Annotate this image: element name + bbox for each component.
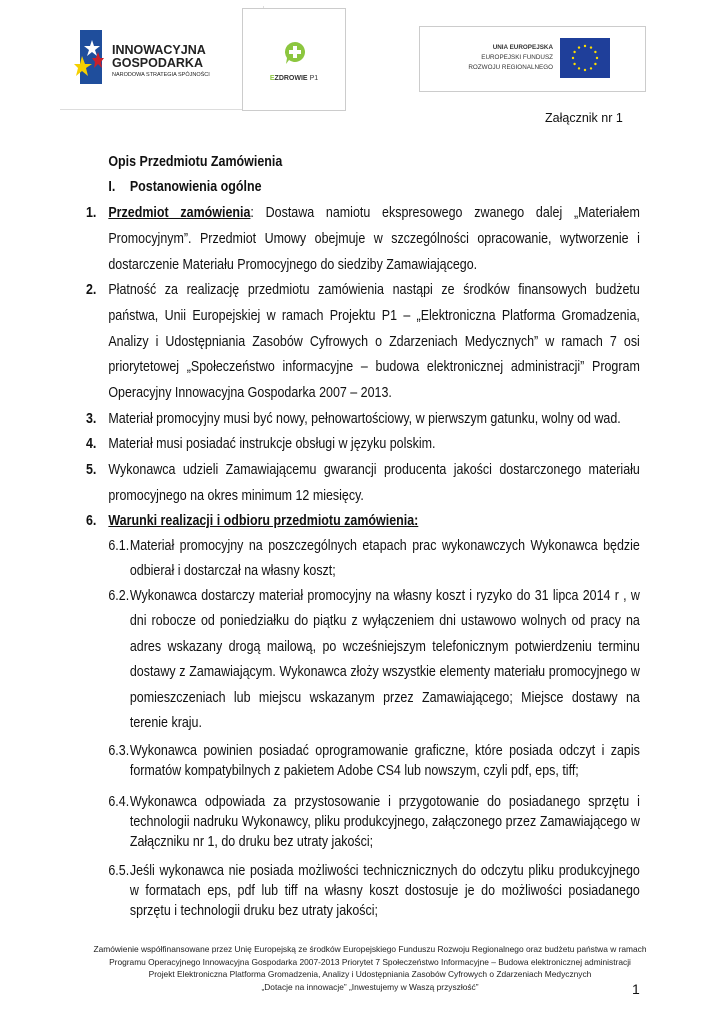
eu-flag-icon: [560, 38, 610, 78]
list-item: [86, 407, 640, 432]
logo2-suffix: P1: [309, 75, 319, 82]
item-number: 6.: [86, 512, 97, 529]
subitem-number: 6.3.: [108, 743, 130, 760]
footer: [80, 943, 660, 997]
subitem-text: Materiał promocyjny na poszczególnych etapach prac wykonawczych Wykonawca będzie odbierał i dostarczał na własny koszt;: [129, 537, 640, 579]
subitem-number: 6.1.: [108, 537, 130, 554]
medical-cross-icon: [285, 42, 305, 64]
annex-label: Załącznik nr 1: [545, 111, 623, 125]
item-number: 2.: [86, 282, 97, 298]
item-number: 1.: [86, 205, 97, 221]
item-text: Materiał promocyjny musi być nowy, pełnowartościowy, w pierwszym gatunku, wolny od wad.: [108, 410, 621, 427]
section-number: I.: [108, 179, 116, 195]
logo-innowacyjna-gospodarka: [60, 6, 264, 110]
item-text: Płatność za realizację przedmiotu zamówienia nastąpi ze środków finansowych budżetu państwa, Unii Europejskiej w ramach Projektu P1 – „Elektroniczna Platforma Gromadzenia, Analizy i Udostępniania Zasobów Cyfrowych o Zdarzeniach Medycznych” w ramach 7 osi priorytetowej „Społeczeństwo informacyjne – budowa elektronicznej administracji” Program Operacyjny Innowacyjna Gospodarka 2007 – 2013.: [108, 282, 640, 402]
item-body: : Dostawa namiotu ekspresowego zwanego dalej „Materiałem Promocyjnym”. Przedmiot Umowy obejmuje w szczególności opracowanie, wytworzenie i dostarczenie Materiału Promocyjnego do siedziby Zamawiającego.: [108, 205, 640, 273]
logo-ezdrowie: [242, 8, 346, 111]
logo3-line2: EUROPEJSKI FUNDUSZ: [481, 54, 553, 61]
subitem: [86, 741, 640, 781]
list-item: [86, 457, 640, 509]
page-header: [0, 0, 725, 150]
list-item: [86, 278, 640, 407]
logo3-line3: ROZWOJU REGIONALNEGO: [468, 64, 553, 71]
subitem: [86, 861, 640, 921]
logo3-line1: UNIA EUROPEJSKA: [492, 44, 553, 51]
item-number: 4.: [86, 435, 97, 452]
item-text: [108, 200, 639, 278]
footer-line2: Projekt Elektroniczna Platforma Gromadzenia, Analizy i Udostępniania Zasobów Cyfrowych o Zdarzeniach Medycznych: [148, 969, 592, 980]
footer-line3: „Dotacje na innowacje” „Inwestujemy w Waszą przyszłość”: [261, 981, 479, 992]
subitem: [86, 534, 640, 584]
logo1-line2: GOSPODARKA: [112, 56, 203, 70]
item-text: Materiał musi posiadać instrukcje obsługi w języku polskim.: [108, 435, 436, 452]
subitem-number: 6.2.: [108, 587, 130, 604]
list-item: [86, 432, 640, 457]
section-heading: Postanowienia ogólne: [129, 179, 262, 195]
subitem-number: 6.5.: [108, 863, 130, 880]
flag-star-icon: [74, 30, 104, 84]
section-block: [86, 175, 640, 200]
subitem-text: Wykonawca dostarczy materiał promocyjny na własny koszt i ryzyko do 31 lipca 2014 r , w dni robocze od poniedziałku do piątku z wyłączeniem dni ustawowo wolnych od pracy na adres wskazany drogą mailową, po wcześniejszym telefonicznym potwierdzeniu terminu dostawy z Zamawiającym. Wykonawca złoży wszystkie elementy materiału promocyjnego w pomieszczeniach lub miejscu wskazanym przez Zamawiającego; Miejsce dostawy na terenie kraju.: [129, 587, 640, 732]
document-title: Opis Przedmiotu Zamówienia: [108, 154, 283, 170]
footer-line1: Zamówienie współfinansowane przez Unię Europejską ze środków Europejskiego Funduszu Rozwoju Regionalnego oraz budżetu państwa w ramach Programu Operacyjnego Innowacyjna Gospodarka 2007-2013 Priorytet 7 Społeczeństwo Informacyjne – Budowa elektronicznej administracji: [93, 944, 647, 967]
title-block: [86, 150, 640, 175]
list-item: [86, 509, 640, 534]
page-number: 1: [632, 980, 640, 997]
item-lead: Przedmiot zamówienia: [108, 205, 251, 221]
logo-unia-europejska: [419, 26, 646, 92]
logo1-line3: NARODOWA STRATEGIA SPÓJNOŚCI: [112, 72, 210, 78]
item-text: Wykonawca udzieli Zamawiającemu gwarancji producenta jakości dostarczonego materiału promocyjnego na okres minimum 12 miesięcy.: [108, 461, 640, 504]
logo2-prefix: E: [269, 75, 275, 82]
list-item: [86, 200, 640, 278]
item-heading: Warunki realizacji i odbioru przedmiotu zamówienia:: [108, 512, 419, 529]
subitem-number: 6.4.: [108, 794, 130, 811]
document-body: [86, 150, 640, 921]
subitem-text: Wykonawca powinien posiadać oprogramowanie graficzne, które posiada odczyt i zapis formatów kompatybilnych z pakietem Adobe CS4 lub nowszym, czyli pdf, eps, tiff;: [129, 743, 640, 780]
logo1-line1: INNOWACYJNA: [112, 43, 206, 57]
subitem-text: Jeśli wykonawca nie posiada możliwości technicznicznych do odczytu pliku produkcyjnego w formatach eps, pdf lub tiff na własny koszt dostosuje je do możliwości posiadanego sprzętu i technologii druku bez utraty jakości;: [129, 863, 640, 920]
logo2-name: ZDROWIE: [274, 75, 308, 82]
subitem-text: Wykonawca odpowiada za przystosowanie i przygotowanie do posiadanego sprzętu i technologii nadruku Wykonawcy, pliku produkcyjnego, załączonego przez Zamawiającego w Załączniku nr 1, do druku bez utraty jakości;: [129, 794, 640, 851]
subitem: [86, 584, 640, 736]
item-number: 3.: [86, 410, 97, 427]
item-number: 5.: [86, 461, 97, 478]
subitem: [86, 792, 640, 852]
